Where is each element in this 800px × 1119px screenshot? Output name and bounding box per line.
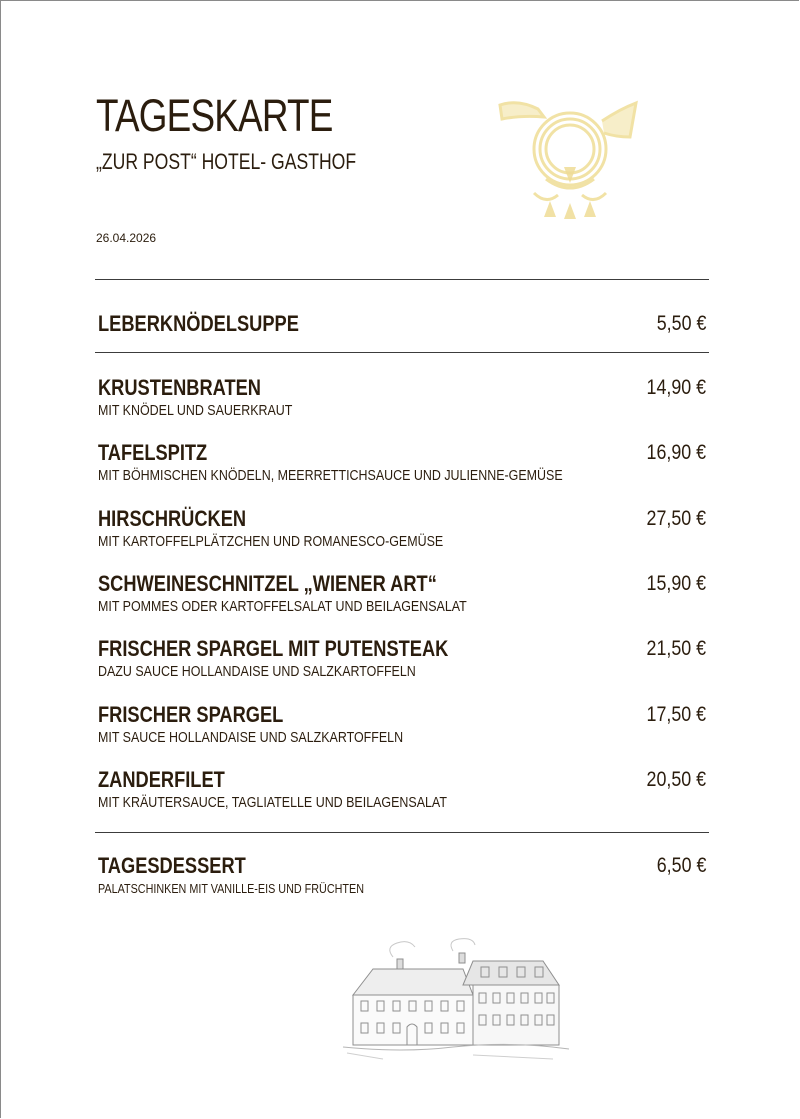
posthorn-logo-icon bbox=[498, 97, 638, 221]
item-description: MIT KARTOFFELPLÄTZCHEN UND ROMANESCO-GEMÜSE bbox=[98, 533, 444, 550]
item-price: 5,50 € bbox=[656, 312, 706, 335]
item-price: 21,50 € bbox=[646, 637, 706, 660]
item-description: MIT KRÄUTERSAUCE, TAGLIATELLE UND BEILAGENSALAT bbox=[98, 794, 447, 811]
item-name: TAFELSPITZ bbox=[98, 440, 208, 465]
item-name: SCHWEINESCHNITZEL „WIENER ART“ bbox=[98, 571, 437, 596]
item-price: 15,90 € bbox=[646, 572, 706, 595]
item-name: KRUSTENBRATEN bbox=[98, 375, 261, 400]
item-price: 6,50 € bbox=[656, 854, 706, 877]
item-description: PALATSCHINKEN MIT VANILLE-EIS UND FRÜCHTEN bbox=[98, 881, 365, 896]
item-price: 27,50 € bbox=[646, 507, 706, 530]
item-description: DAZU SAUCE HOLLANDAISE UND SALZKARTOFFELN bbox=[98, 663, 416, 680]
item-price: 17,50 € bbox=[646, 703, 706, 726]
item-description: MIT BÖHMISCHEN KNÖDELN, MEERRETTICHSAUCE UND JULIENNE-GEMÜSE bbox=[98, 467, 563, 484]
divider bbox=[95, 279, 709, 280]
page-subtitle: „ZUR POST“ HOTEL- GASTHOF bbox=[96, 149, 357, 174]
item-name: LEBERKNÖDELSUPPE bbox=[98, 311, 299, 336]
divider bbox=[95, 352, 709, 353]
item-description: MIT POMMES ODER KARTOFFELSALAT UND BEILAGENSALAT bbox=[98, 598, 467, 615]
item-name: ZANDERFILET bbox=[98, 767, 225, 792]
item-name: HIRSCHRÜCKEN bbox=[98, 506, 247, 531]
item-price: 16,90 € bbox=[646, 441, 706, 464]
hotel-building-sketch-icon bbox=[323, 935, 577, 1069]
item-price: 14,90 € bbox=[646, 376, 706, 399]
menu-date: 26.04.2026 bbox=[96, 231, 157, 245]
page-title: TAGESKARTE bbox=[96, 90, 333, 141]
item-price: 20,50 € bbox=[646, 768, 706, 791]
item-name: FRISCHER SPARGEL bbox=[98, 702, 284, 727]
item-name: TAGESDESSERT bbox=[98, 853, 246, 878]
item-description: MIT KNÖDEL UND SAUERKRAUT bbox=[98, 402, 293, 419]
divider bbox=[95, 832, 709, 833]
item-name: FRISCHER SPARGEL MIT PUTENSTEAK bbox=[98, 636, 449, 661]
item-description: MIT SAUCE HOLLANDAISE UND SALZKARTOFFELN bbox=[98, 729, 404, 746]
